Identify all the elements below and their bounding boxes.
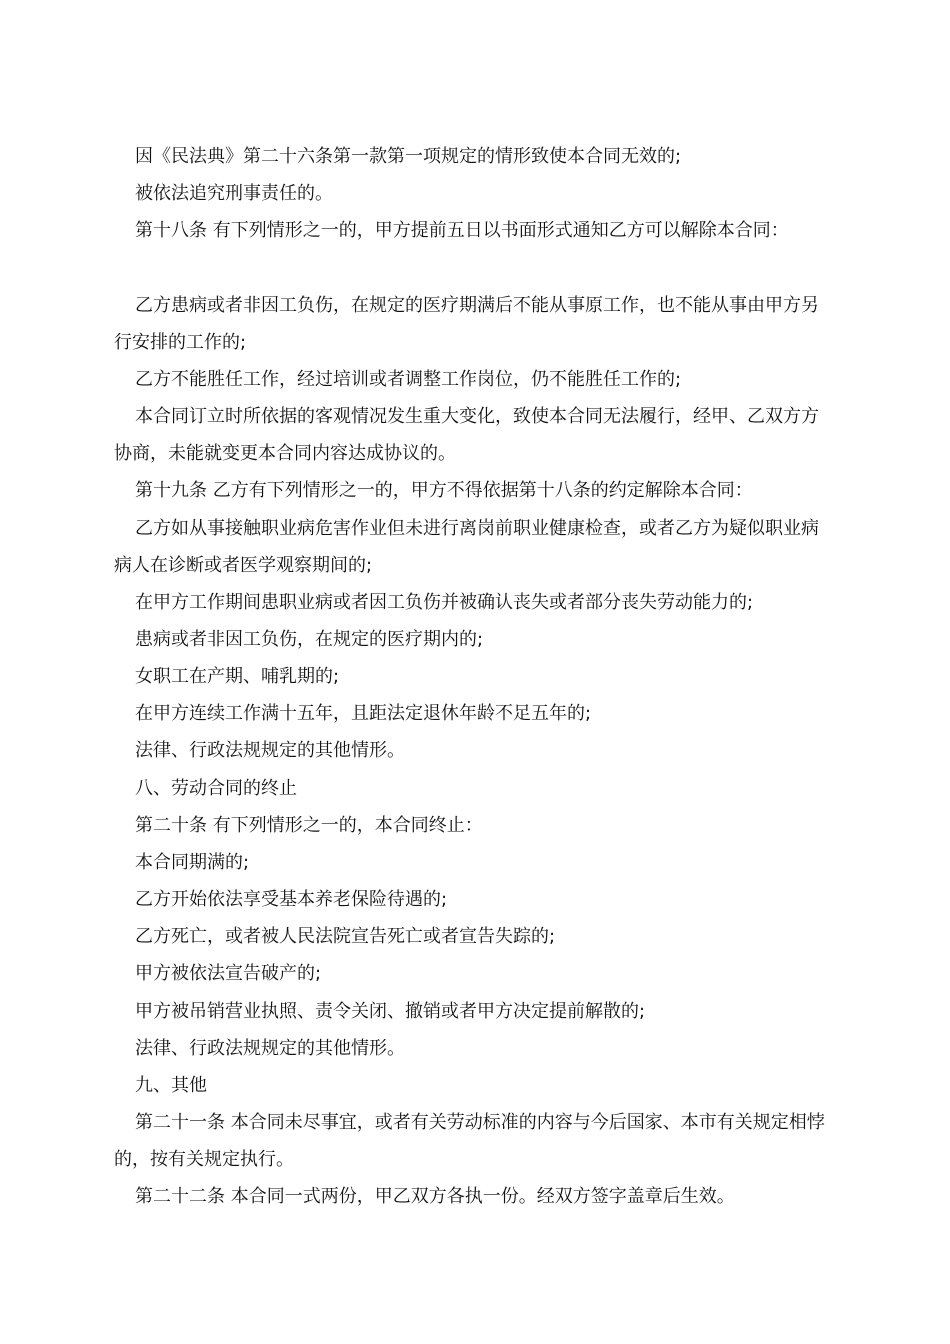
paragraph-other-circumstances-1: 法律、行政法规规定的其他情形。: [135, 740, 405, 761]
paragraph-incompetent: 乙方不能胜任工作，经过培训或者调整工作岗位，仍不能胜任工作的;: [135, 369, 682, 390]
section-8-heading: 八、劳动合同的终止: [135, 778, 297, 799]
paragraph-contract-expired: 本合同期满的;: [135, 852, 250, 873]
paragraph-maternity: 女职工在产期、哺乳期的;: [135, 666, 340, 687]
paragraph-criminal-liability: 被依法追究刑事责任的。: [135, 183, 333, 204]
paragraph-license-revoked: 甲方被吊销营业执照、责令关闭、撤销或者甲方决定提前解散的;: [135, 1001, 646, 1022]
article-19-heading: 第十九条 乙方有下列情形之一的，甲方不得依据第十八条的约定解除本合同：: [135, 480, 753, 501]
paragraph-death: 乙方死亡，或者被人民法院宣告死亡或者宣告失踪的;: [135, 926, 556, 947]
paragraph-medical-period: 患病或者非因工负伤，在规定的医疗期内的;: [135, 629, 484, 650]
paragraph-pension: 乙方开始依法享受基本养老保险待遇的;: [135, 889, 448, 910]
paragraph-illness-injury: 乙方患病或者非因工负伤，在规定的医疗期满后不能从事原工作，也不能从事由甲方另行安排的工作的;: [114, 295, 819, 353]
section-9-heading: 九、其他: [135, 1075, 207, 1096]
article-20-heading: 第二十条 有下列情形之一的，本合同终止：: [135, 815, 483, 836]
paragraph-occupational-disease-check: 乙方如从事接触职业病危害作业但未进行离岗前职业健康检查，或者乙方为疑似职业病病人在诊断或者医学观察期间的;: [114, 518, 819, 576]
paragraph-void-clause: 因《民法典》第二十六条第一款第一项规定的情形致使本合同无效的;: [135, 146, 682, 167]
paragraph-circumstance-change: 本合同订立时所依据的客观情况发生重大变化，致使本合同无法履行，经甲、乙双方方协商，未能就变更本合同内容达成协议的。: [114, 406, 819, 464]
paragraph-work-injury: 在甲方工作期间患职业病或者因工负伤并被确认丧失或者部分丧失劳动能力的;: [135, 592, 754, 613]
paragraph-other-circumstances-2: 法律、行政法规规定的其他情形。: [135, 1038, 405, 1059]
paragraph-fifteen-years: 在甲方连续工作满十五年，且距法定退休年龄不足五年的;: [135, 703, 592, 724]
article-18-heading: 第十八条 有下列情形之一的，甲方提前五日以书面形式通知乙方可以解除本合同：: [135, 220, 789, 241]
article-22: 第二十二条 本合同一式两份，甲乙双方各执一份。经双方签字盖章后生效。: [135, 1186, 735, 1207]
article-21: 第二十一条 本合同未尽事宜，或者有关劳动标准的内容与今后国家、本市有关规定相悖的，按有关规定执行。: [114, 1112, 825, 1170]
paragraph-bankruptcy: 甲方被依法宣告破产的;: [135, 963, 322, 984]
